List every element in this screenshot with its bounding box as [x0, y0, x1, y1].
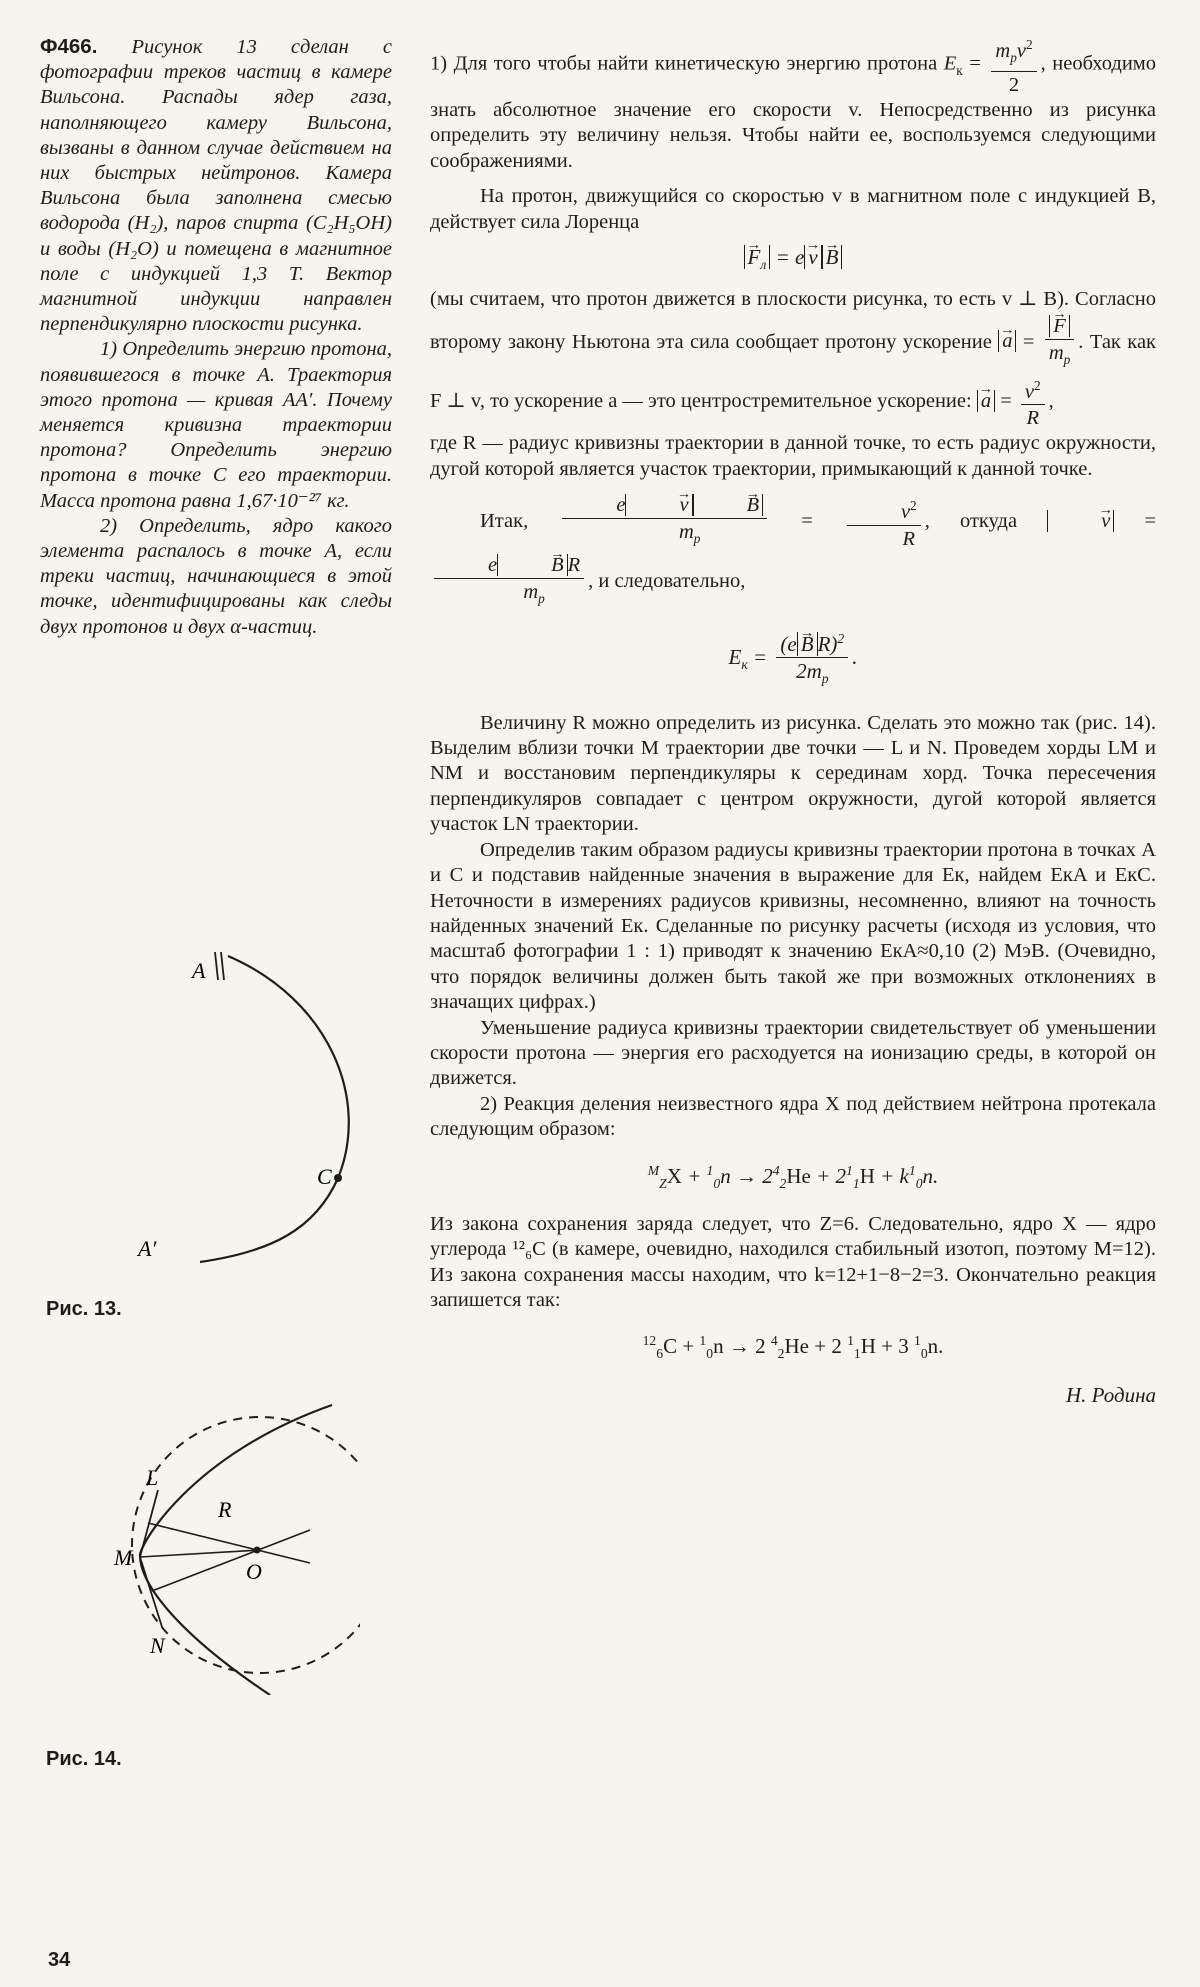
point-c-label: C: [317, 1164, 332, 1189]
solution-paragraph-7: Определив таким образом радиусы кривизны траектории протона в точках A и C и подставив найденные значения в выражение для Eк, найдем EкA и EкC. Неточности в измерениях радиусов кривизны, несомненно, влияют на точность найденных значений Eк. Сделанные по рисунку расчеты (исходя из условия, что масштаб фотографии 1 : 1) приводят к значению EкA≈0,10 (2) МэВ. (Очевидно, что порядок величины должен быть такой же при возможных отклонениях в значащих цифрах.): [430, 838, 1156, 1014]
fission-reaction-final: $^{12}_6$C + $^1_0$n → 2 $^4_2$He + 2 $^1_1$H + 3 $^1_0$n.: [642, 1333, 944, 1362]
center-o-label: O: [246, 1559, 262, 1584]
figure-13-drawing: [120, 940, 410, 1280]
lorentz-force-formula: → $F_л = e\to v\to B$: [430, 243, 1156, 279]
figure-13: [120, 940, 410, 1280]
page-number: 34: [48, 1949, 71, 1971]
fission-reaction-general: $^M_ZX + ^1_0n \to 2^4_2He + 2^1_1H + k^1_0n$.: [647, 1162, 939, 1191]
solution-paragraph-1: 1) Для того чтобы найти кинетическую энергию протона $E_к$ = $\frac{m_pv^2}{2}$ , необходимо знать абсолютное значение его скорости v. Непосредственно из рисунка определить эту величину нельзя. Чтобы найти ее, воспользуемся следующими соображениями.: [430, 32, 1156, 174]
point-l-label: L: [146, 1465, 159, 1490]
chord-nm: [140, 1557, 162, 1627]
perpendicular-nm: [152, 1530, 310, 1591]
radius-r-label: R: [218, 1497, 232, 1522]
solution-paragraph-5: Итак, $\frac{e\to v\to B}{m_p}$ = $\frac{v^2}{R}$ , откуда → v = $\frac{\text{e→ B R}}{m_p}$ , и следовательно,: [430, 492, 1156, 612]
kinetic-energy-formula: $E_к$ = $\frac{(e\to B R)^2}{2m_p}$ .: [430, 626, 1156, 692]
perpendicular-lm: [148, 1523, 310, 1563]
point-a-label: A: [192, 958, 206, 983]
solution-paragraph-4: где R — радиус кривизны траектории в данной точке, то есть радиус окружности, дугой которой является участок траектории, примыкающий к данной точке.: [430, 432, 1156, 480]
center-o-marker: [254, 1547, 261, 1554]
point-n-label: N: [150, 1633, 165, 1658]
track-stub-1: [215, 952, 218, 980]
figure-14-drawing: [100, 1395, 360, 1695]
solution-paragraph-10: Из закона сохранения заряда следует, что Z=6. Следовательно, ядро X — ядро углерода ¹²₆C (в камере, очевидно, находился стабильный изотоп, поэтому M=12). Из закона сохранения массы находим, что k=12+1−8−2=3. Окончательно реакция запишется так:: [430, 1212, 1156, 1311]
solution-paragraph-8: Уменьшение радиуса кривизны траектории свидетельствует об уменьшении скорости протона — энергия его расходуется на ионизацию среды, в которой он движется.: [430, 1016, 1156, 1090]
figure-14-caption: Рис. 14.: [46, 1748, 122, 1770]
solution-column: [430, 32, 1156, 1408]
solution-paragraph-2: На протон, движущийся со скоростью v в магнитном поле с индукцией B, действует сила Лоренца: [430, 185, 1156, 233]
author-signature: Н. Родина: [1066, 1382, 1156, 1407]
problem-task-2: 2) Определить, ядро какого элемента распалось в точке A, если треки частиц, начинающиеся в этой точке, идентифицированы как следы двух протонов и двух α-частиц.: [40, 514, 392, 638]
point-a-prime-label: A′: [138, 1236, 157, 1261]
figure-13-caption: Рис. 13.: [46, 1298, 122, 1320]
point-m-label: M: [114, 1545, 133, 1570]
solution-paragraph-3: (мы считаем, что протон движется в плоскости рисунка, то есть v ⊥ B). Согласно второму закону Ньютона эта сила сообщает протону ускорение → a = → $\frac{F}{m_p}$ . Так как F ⊥ v, то ускорение a — это центростремительное ускорение: → a = $\frac{v^2}{R}$ ,: [430, 287, 1156, 431]
problem-text: [40, 34, 392, 640]
problem-intro: Рисунок 13 сделан с фотографии треков частиц в камере Вильсона. Распады ядер газа, наполняющего камеру Вильсона, вызваны в данном случае действием на них быстрых нейтронов. Камера Вильсона была заполнена смесью водорода (H₂), паров спирта (C₂H₅OH) и воды (H₂O) и помещена в магнитное поле с индукцией 1,3 Т. Вектор магнитной индукции направлен перпендикулярно плоскости рисунка.: [40, 36, 392, 336]
proton-track: [200, 956, 349, 1262]
track-stub-2: [221, 952, 224, 980]
figure-14: [100, 1395, 360, 1695]
problem-number: Ф466.: [40, 35, 98, 58]
trajectory-arc: [140, 1405, 332, 1695]
curvature-circle: [132, 1417, 360, 1673]
problem-column: [40, 34, 392, 640]
solution-paragraph-6: Величину R можно определить из рисунка. Сделать это можно так (рис. 14). Выделим вблизи точки M траектории две точки — L и N. Проведем хорды LM и NM и восстановим перпендикуляры к серединам хорд. Точка пересечения перпендикуляров совпадает с центром окружности, дугой которой является участок LN траектории.: [430, 711, 1156, 836]
point-c-marker: [334, 1174, 342, 1182]
solution-paragraph-9: 2) Реакция деления неизвестного ядра X под действием нейтрона протекала следующим образом:: [430, 1092, 1156, 1141]
problem-task-1: 1) Определить энергию протона, появившегося в точке A. Траектория этого протона — кривая AA′. Почему меняется кривизна траектории протона? Определить энергию протона в точке C его траектории. Масса протона равна 1,67·10⁻²⁷ кг.: [40, 338, 392, 512]
